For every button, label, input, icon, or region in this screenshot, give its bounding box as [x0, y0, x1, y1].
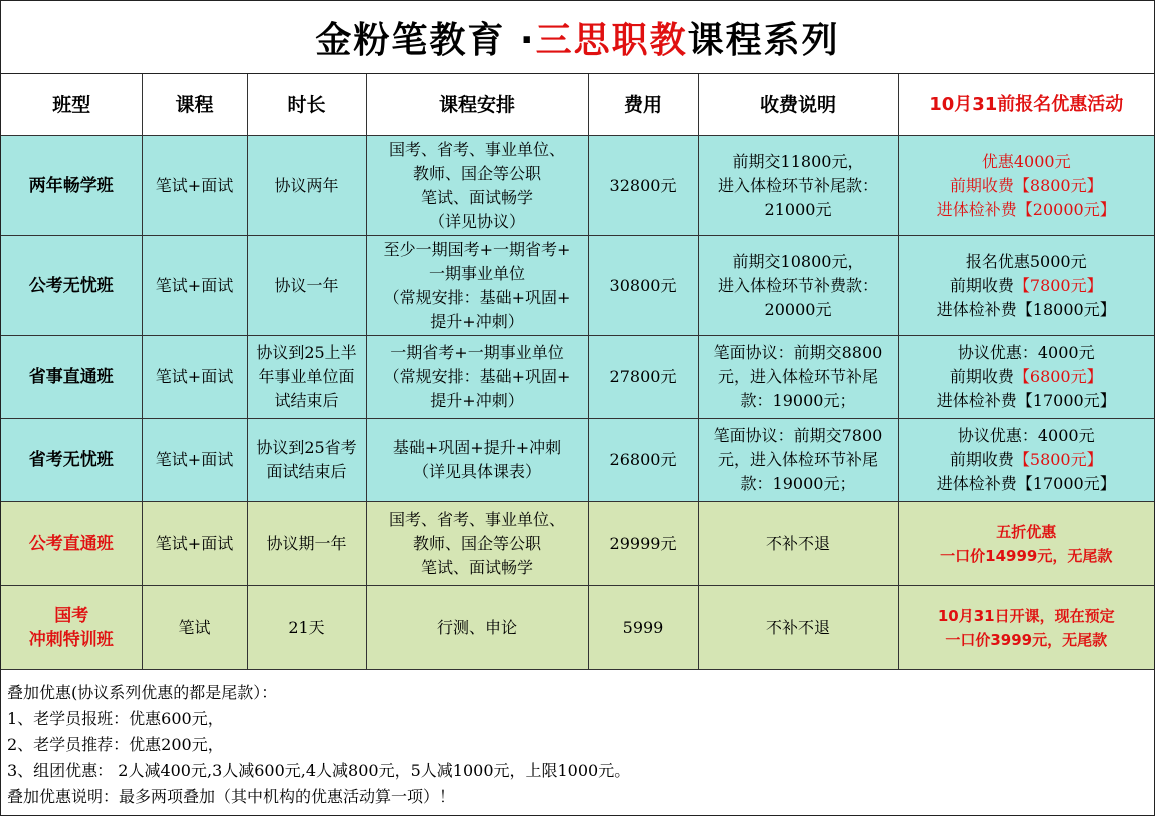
- promo-cell: [898, 419, 1154, 502]
- class-name-cell: 省事直通班: [1, 336, 142, 419]
- billing-cell: [698, 336, 898, 419]
- header-course: 课程: [142, 74, 247, 136]
- billing-cell: [698, 419, 898, 502]
- cell-line: （常规安排：基础+巩固+: [383, 367, 571, 386]
- cell-line: 元，进入体检环节补尾: [717, 367, 878, 386]
- cell-line: 笔面协议：前期交7800: [713, 426, 883, 445]
- course-cell: 笔试+面试: [142, 419, 247, 502]
- promo-text: 前期收费: [949, 175, 1014, 195]
- cell-line: 年事业单位面: [258, 367, 355, 386]
- cell-line: 笔试、面试畅学: [420, 557, 533, 577]
- promo-highlight: 【7800元】: [1013, 275, 1103, 295]
- table-row: [1, 336, 1154, 419]
- cell-line: 笔面协议：前期交8800: [713, 343, 883, 362]
- cell-line: 教师、国企等公职: [412, 533, 541, 553]
- cell-line: 五折优惠: [996, 522, 1057, 541]
- cell-line: 前期交10800元，: [732, 251, 864, 271]
- note-line: 2、老学员推荐：优惠200元，: [7, 735, 224, 754]
- schedule-cell: [366, 136, 588, 236]
- promo-cell: [898, 136, 1154, 236]
- promo-line: [903, 389, 1151, 413]
- promo-line: [903, 448, 1151, 472]
- cell-line: 公考直通班: [28, 533, 114, 554]
- promo-text: 进体检补费【17000元】: [936, 474, 1116, 493]
- table-row: [1, 419, 1154, 502]
- promo-line: [903, 198, 1151, 222]
- note-line: 叠加优惠说明：最多两项叠加（其中机构的优惠活动算一项）！: [7, 787, 456, 806]
- promo-cell: [898, 586, 1154, 670]
- promo-text: 优惠4000元: [981, 151, 1071, 171]
- cell-line: 一期事业单位: [428, 263, 525, 283]
- promo-cell: [898, 236, 1154, 336]
- fee-cell: 5999: [588, 586, 698, 670]
- cell-line: （详见具体课表）: [412, 462, 541, 481]
- cell-line: 前期交11800元，: [732, 151, 864, 171]
- cell-line: 国考、省考、事业单位、: [388, 509, 565, 529]
- cell-line: 进入体检环节补费款：: [717, 275, 878, 295]
- cell-line: 冲刺特训班: [28, 629, 114, 650]
- title-brand: 金粉笔教育 ·: [315, 19, 536, 61]
- cell-line: （详见协议）: [428, 211, 525, 231]
- header-schedule: 课程安排: [366, 74, 588, 136]
- cell-line: 协议一年: [274, 275, 339, 295]
- promo-highlight: 【6800元】: [1013, 367, 1103, 386]
- title-suffix: 课程系列: [687, 19, 840, 61]
- cell-line: 21000元: [764, 199, 832, 219]
- duration-cell: [247, 236, 366, 336]
- duration-cell: [247, 136, 366, 236]
- class-name-cell: 公考无忧班: [1, 236, 142, 336]
- billing-cell: [698, 236, 898, 336]
- note-line: 3、组团优惠： 2人减400元,3人减600元,4人减800元，5人减1000元，上限1000元。: [7, 761, 631, 780]
- cell-line: 试结束后: [274, 391, 339, 410]
- fee-cell: 27800元: [588, 336, 698, 419]
- header-class-type: 班型: [1, 74, 142, 136]
- cell-line: 国考: [54, 605, 89, 626]
- promo-line: [903, 472, 1151, 496]
- promo-line: [903, 274, 1151, 298]
- cell-line: 面试结束后: [266, 462, 347, 481]
- note-line: 叠加优惠(协议系列优惠的都是尾款）：: [7, 683, 278, 702]
- header-promo: 10月31前报名优惠活动: [898, 74, 1154, 136]
- cell-line: 款：19000元；: [740, 474, 856, 493]
- note-line: 1、老学员报班：优惠600元，: [7, 709, 224, 728]
- schedule-cell: [366, 336, 588, 419]
- promo-text: 进体检补费【17000元】: [936, 391, 1116, 410]
- promo-text: 协议优惠：4000元: [957, 426, 1095, 445]
- cell-line: 国考、省考、事业单位、: [388, 139, 565, 159]
- promo-text: 报名优惠5000元: [965, 251, 1087, 271]
- course-cell: 笔试+面试: [142, 336, 247, 419]
- cell-line: 一口价14999元，无尾款: [940, 546, 1113, 565]
- promo-line: [903, 341, 1151, 365]
- promo-text: 进体检补费: [936, 199, 1017, 219]
- schedule-cell: [366, 586, 588, 670]
- cell-line: 20000元: [764, 299, 832, 319]
- fee-cell: 32800元: [588, 136, 698, 236]
- cell-line: 款：19000元；: [740, 391, 856, 410]
- promo-line: [903, 365, 1151, 389]
- fee-cell: 29999元: [588, 502, 698, 586]
- promo-line: [903, 250, 1151, 274]
- table-row: [1, 502, 1154, 586]
- course-cell: 笔试+面试: [142, 502, 247, 586]
- schedule-cell: [366, 419, 588, 502]
- cell-line: 教师、国企等公职: [412, 163, 541, 183]
- fee-cell: 30800元: [588, 236, 698, 336]
- header-billing: 收费说明: [698, 74, 898, 136]
- header-fee: 费用: [588, 74, 698, 136]
- cell-line: 基础+巩固+提升+冲刺: [392, 438, 562, 457]
- billing-cell: [698, 136, 898, 236]
- cell-line: 行测、申论: [436, 617, 517, 637]
- promo-line: [903, 174, 1151, 198]
- class-name-cell: [1, 502, 142, 586]
- promo-text: 前期收费: [949, 367, 1014, 386]
- billing-cell: 不补不退: [698, 502, 898, 586]
- promo-line: [903, 424, 1151, 448]
- table-row: [1, 236, 1154, 336]
- promo-text: 协议优惠：4000元: [957, 343, 1095, 362]
- fee-cell: 26800元: [588, 419, 698, 502]
- duration-cell: [247, 336, 366, 419]
- duration-cell: 协议期一年: [247, 502, 366, 586]
- cell-line: 提升+冲刺）: [430, 311, 524, 331]
- course-cell: 笔试+面试: [142, 236, 247, 336]
- promo-text: 进体检补费【18000元】: [936, 299, 1116, 319]
- promo-highlight: 【20000元】: [1016, 199, 1116, 219]
- promo-line: [903, 150, 1151, 174]
- header-duration: 时长: [247, 74, 366, 136]
- duration-cell: 21天: [247, 586, 366, 670]
- billing-cell: 不补不退: [698, 586, 898, 670]
- class-name-cell: 两年畅学班: [1, 136, 142, 236]
- promo-highlight: 【8800元】: [1013, 175, 1103, 195]
- table-header-row: [1, 74, 1154, 136]
- table-row: [1, 586, 1154, 670]
- course-cell: 笔试+面试: [142, 136, 247, 236]
- cell-line: 提升+冲刺）: [430, 391, 524, 410]
- promo-line: [903, 298, 1151, 322]
- class-name-cell: 省考无忧班: [1, 419, 142, 502]
- cell-line: 笔试、面试畅学: [420, 187, 533, 207]
- promo-cell: [898, 336, 1154, 419]
- schedule-cell: [366, 502, 588, 586]
- stacking-notes: [1, 670, 1154, 810]
- cell-line: 协议两年: [274, 175, 339, 195]
- cell-line: 一期省考+一期事业单位: [390, 343, 564, 362]
- course-table: [1, 74, 1154, 670]
- cell-line: 协议到25省考: [256, 438, 357, 457]
- cell-line: （常规安排：基础+巩固+: [383, 287, 571, 307]
- page-title: [1, 1, 1154, 74]
- table-row: [1, 136, 1154, 236]
- cell-line: 至少一期国考+一期省考+: [383, 239, 571, 259]
- cell-line: 协议到25上半: [256, 343, 357, 362]
- promo-cell: [898, 502, 1154, 586]
- duration-cell: [247, 419, 366, 502]
- cell-line: 元，进入体检环节补尾: [717, 450, 878, 469]
- title-highlight: 三思职教: [535, 19, 688, 61]
- cell-line: 进入体检环节补尾款：: [717, 175, 878, 195]
- promo-text: 前期收费: [949, 275, 1014, 295]
- cell-line: 10月31日开课，现在预定: [937, 606, 1115, 625]
- class-name-cell: [1, 586, 142, 670]
- course-cell: 笔试: [142, 586, 247, 670]
- promo-highlight: 【5800元】: [1013, 450, 1103, 469]
- schedule-cell: [366, 236, 588, 336]
- cell-line: 一口价3999元，无尾款: [945, 630, 1108, 649]
- promo-text: 前期收费: [949, 450, 1014, 469]
